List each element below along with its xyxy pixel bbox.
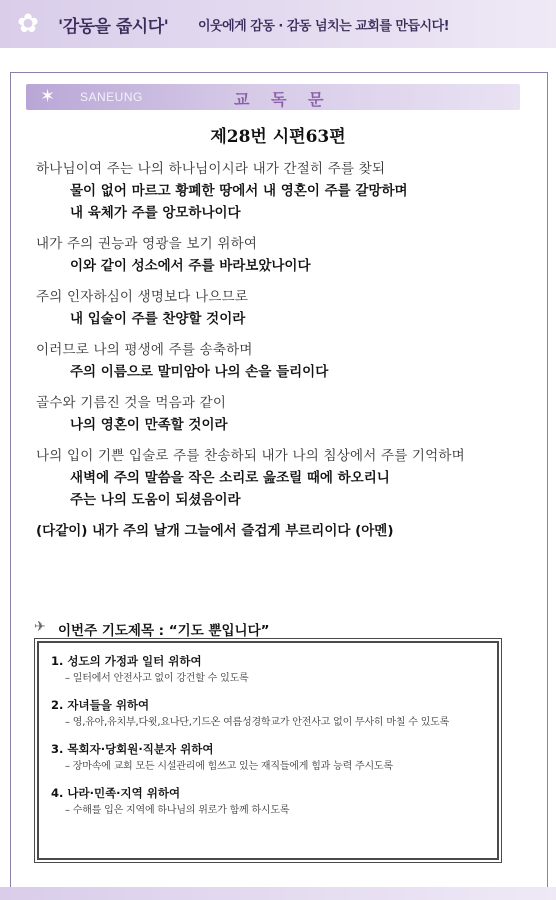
response-line: 나의 영혼이 만족할 것이라 — [70, 417, 228, 433]
response-line: 주는 나의 도움이 되셨음이라 — [70, 492, 241, 508]
prayer-list — [51, 653, 491, 829]
top-banner — [0, 0, 556, 48]
prayer-item-title: 3. 목회자·당회원·직분자 위하여 — [51, 742, 214, 756]
response-line: 새벽에 주의 말씀을 작은 소리로 읊조릴 때에 하오리니 — [70, 470, 390, 486]
stanza — [36, 158, 526, 224]
airplane-icon: ✈ — [34, 619, 46, 635]
response-line: 주의 이름으로 말미암아 나의 손을 들리이다 — [70, 364, 329, 380]
psalm-title: 제28번 시편63편 — [210, 127, 346, 147]
prayer-item — [51, 785, 491, 819]
bottom-strip — [0, 887, 556, 900]
stanza — [36, 286, 526, 330]
leader-line: 골수와 기름진 것을 먹음과 같이 — [36, 395, 227, 411]
prayer-item-desc: – 수해를 입은 지역에 하나님의 위로가 함께 하시도록 — [65, 805, 290, 816]
leader-line: 하나님이여 주는 나의 하나님이시라 내가 간절히 주를 찾되 — [36, 161, 386, 177]
section-brand: SANEUNG — [80, 90, 143, 104]
stanza — [36, 445, 526, 511]
stanza — [36, 339, 526, 383]
stanza — [36, 392, 526, 436]
response-line: 내 육체가 주를 앙모하나이다 — [70, 205, 241, 221]
flower-icon: ✿ — [17, 9, 39, 39]
prayer-box — [37, 641, 499, 860]
leader-line: 나의 입이 기쁜 입술로 주를 찬송하되 내가 나의 침상에서 주를 기억하며 — [36, 448, 465, 464]
responsive-reading — [36, 158, 526, 542]
prayer-item-title: 2. 자녀들을 위하여 — [51, 698, 150, 712]
prayer-heading — [34, 617, 514, 639]
star-icon: ✶ — [40, 86, 56, 107]
section-title: 교 독 문 — [234, 90, 332, 109]
prayer-item — [51, 741, 491, 775]
leader-line: 이러므로 나의 평생에 주를 송축하며 — [36, 342, 253, 358]
section-header — [26, 84, 520, 110]
prayer-item-desc: – 영,유아,유치부,다윗,요나단,기드온 여름성경학교가 안전사고 없이 무사히 마칠 수 있도록 — [65, 717, 450, 728]
prayer-item-title: 4. 나라·민족·지역 위하여 — [51, 786, 181, 800]
prayer-item — [51, 697, 491, 731]
leader-line: 주의 인자하심이 생명보다 나으므로 — [36, 289, 249, 305]
banner-headline: '감동을 줍시다' — [58, 17, 169, 37]
response-line: 내 입술이 주를 찬양할 것이라 — [70, 311, 246, 327]
response-line: 이와 같이 성소에서 주를 바라보았나이다 — [70, 258, 311, 274]
prayer-item-title: 1. 성도의 가정과 일터 위하여 — [51, 654, 202, 668]
prayer-heading-label: 이번주 기도제목 : “기도 뿐입니다” — [58, 623, 270, 639]
response-line: 물이 없어 마르고 황폐한 땅에서 내 영혼이 주를 갈망하며 — [70, 183, 408, 199]
banner-subtitle: 이웃에게 감동 · 감동 넘치는 교회를 만듭시다! — [198, 19, 450, 34]
prayer-item-desc: – 장마속에 교회 모든 시설관리에 힘쓰고 있는 재직들에게 힘과 능력 주시도록 — [65, 761, 393, 772]
stanza — [36, 233, 526, 277]
prayer-item — [51, 653, 491, 687]
prayer-item-desc: – 일터에서 안전사고 없이 강건할 수 있도록 — [65, 673, 249, 684]
unison-line: (다같이) 내가 주의 날개 그늘에서 즐겁게 부르리이다 (아멘) — [36, 523, 394, 539]
leader-line: 내가 주의 권능과 영광을 보기 위하여 — [36, 236, 258, 252]
